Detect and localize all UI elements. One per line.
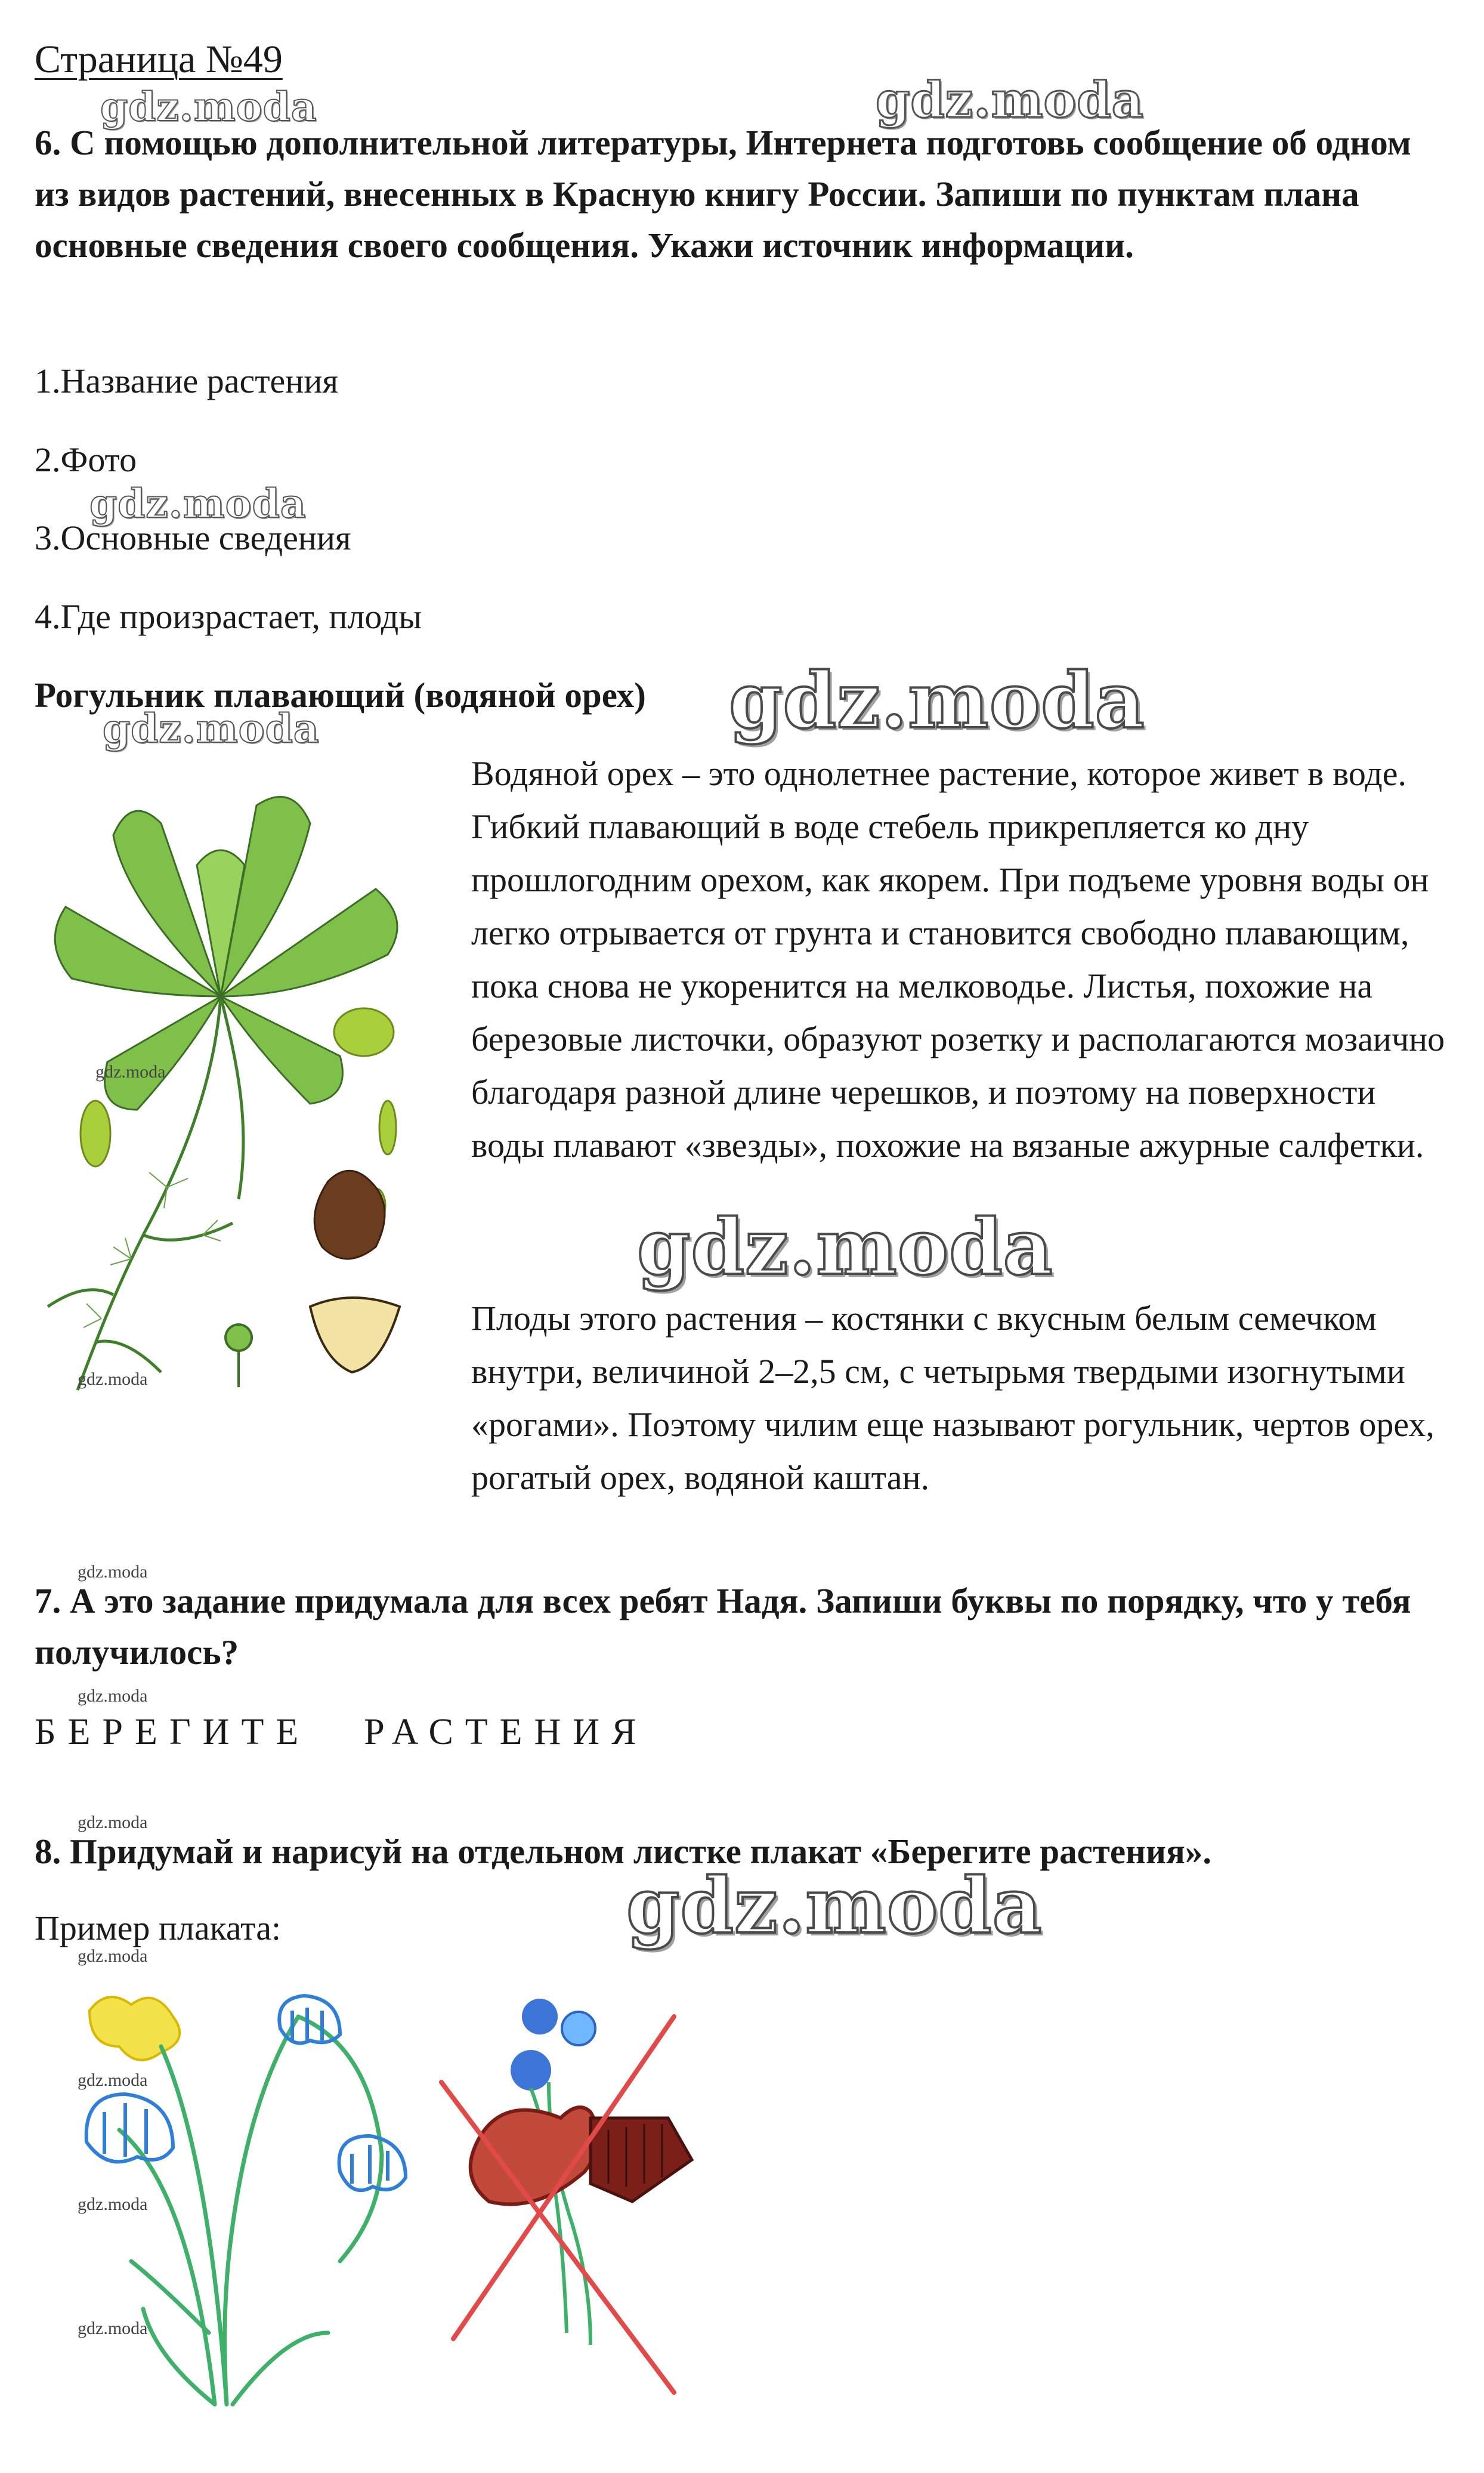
paragraph-2: Плоды этого растения – костянки с вкусным белым семечком внутри, величиной 2–2,5 см, с четырьмя твердыми изогнутыми «рогами». Поэтому чилим еще называют рогульник, чертов орех, рогатый орех, водяной каштан. bbox=[471, 1299, 1434, 1497]
watermark: gdz.moda bbox=[89, 480, 307, 527]
watermark-small: gdz.moda bbox=[95, 1062, 166, 1082]
task-8-heading: 8. Придумай и нарисуй на отдельном листке плакат «Берегите растения». bbox=[35, 1832, 1212, 1871]
watermark-small: gdz.moda bbox=[78, 1813, 148, 1832]
poster-drawing bbox=[72, 1975, 740, 2416]
watermark: gdz.moda bbox=[637, 1203, 1053, 1292]
example-label: Пример плаката: bbox=[35, 1909, 282, 1947]
watermark-small: gdz.moda bbox=[78, 1946, 148, 1966]
plan-item-3: 3.Основные сведения bbox=[35, 518, 351, 557]
watermark-small: gdz.moda bbox=[78, 2070, 148, 2090]
task-6-heading: 6. С помощью дополнительной литературы, Интернета подготовь сообщение об одном из видов растений, внесенных в Красную книгу России. Запиши по пунктам плана основные сведения своего сообщения. Укажи источник информации. bbox=[35, 123, 1411, 265]
watermark: gdz.moda bbox=[729, 656, 1145, 746]
watermark-small: gdz.moda bbox=[78, 1369, 148, 1389]
watermark: gdz.moda bbox=[876, 72, 1144, 129]
plan-item-1: 1.Название растения bbox=[35, 362, 339, 400]
plant-name: Рогульник плавающий (водяной орех) bbox=[35, 675, 646, 715]
watermark-small: gdz.moda bbox=[78, 1562, 148, 1582]
paragraph-1: Водяной орех – это однолетнее растение, которое живет в воде. Гибкий плавающий в воде стебель прикрепляется ко дну прошлогодним орехом, как якорем. При подъеме уровня воды он легко отрывается от грунта и становится свободно плавающим, пока снова не укоренится на мелководье. Листья, похожие на березовые листочки, образуют розетку и располагаются мозаично благодаря разной длине черешков, и поэтому на поверхности воды плавают «звезды», похожие на вязаные ажурные салфетки. bbox=[471, 754, 1445, 1165]
plan-item-2: 2.Фото bbox=[35, 440, 137, 479]
plant-illustration bbox=[42, 770, 423, 1414]
answer-word-1: БЕРЕГИТЕ bbox=[35, 1712, 311, 1752]
watermark-small: gdz.moda bbox=[78, 2194, 148, 2214]
task-7-heading: 7. А это задание придумала для всех ребят Надя. Запиши буквы по порядку, что у тебя получилось? bbox=[35, 1581, 1411, 1672]
watermark-small: gdz.moda bbox=[78, 1686, 148, 1706]
watermark: gdz.moda bbox=[100, 84, 317, 130]
watermark-small: gdz.moda bbox=[78, 2318, 148, 2338]
watermark: gdz.moda bbox=[103, 705, 320, 752]
answer-word-2: РАСТЕНИЯ bbox=[364, 1712, 648, 1752]
watermark: gdz.moda bbox=[626, 1861, 1043, 1951]
plan-item-4: 4.Где произрастает, плоды bbox=[35, 597, 422, 636]
answer-text bbox=[35, 1711, 648, 1753]
paragraph-2-start bbox=[471, 1292, 1455, 1504]
page-title: Страница №49 bbox=[35, 38, 283, 81]
